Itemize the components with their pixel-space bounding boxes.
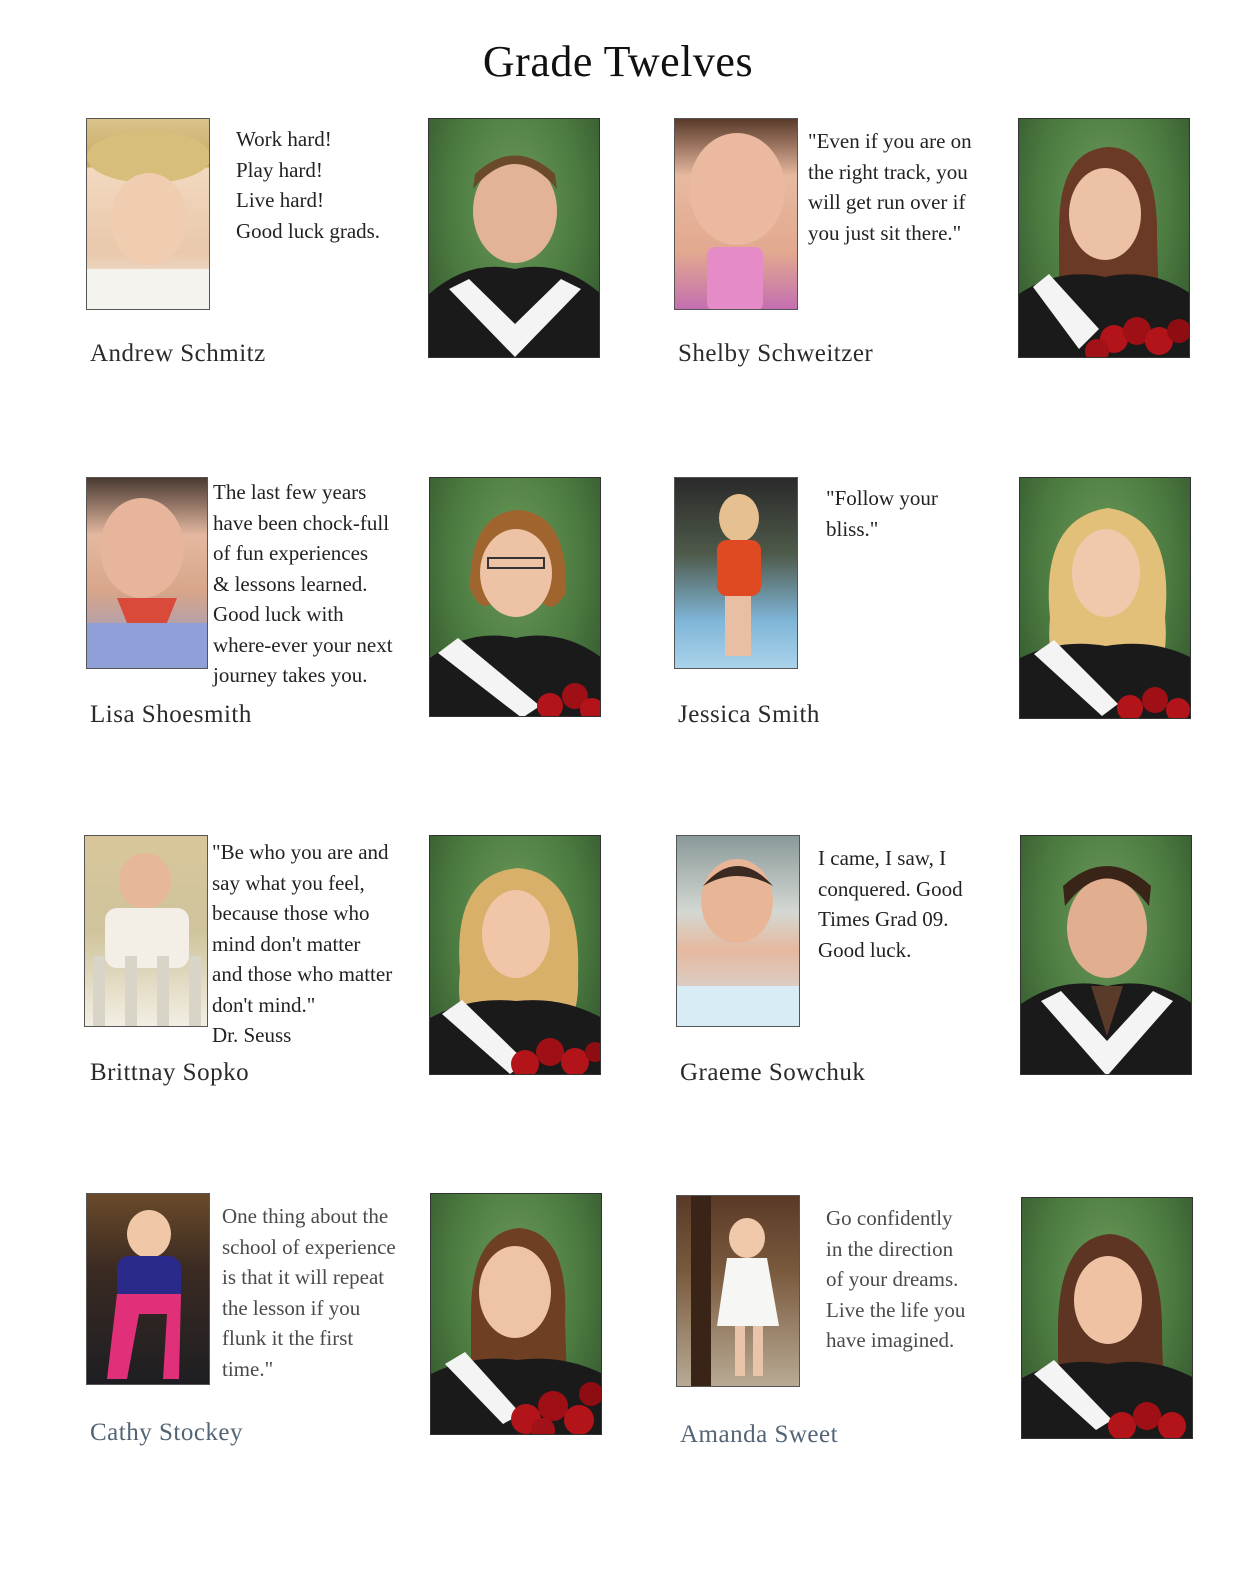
- grad-portrait: [1019, 477, 1191, 719]
- grad-quote: Go confidently in the direction of your dreams. Live the life you have imagined.: [826, 1206, 966, 1352]
- grad-entry: [86, 477, 646, 797]
- grad-name: Shelby Schweitzer: [678, 340, 874, 367]
- grad-name: Cathy Stockey: [90, 1419, 244, 1446]
- grad-entry: [674, 118, 1234, 438]
- grad-quote: "Follow your bliss.": [826, 486, 938, 541]
- baby-photo: [86, 118, 210, 310]
- grad-portrait: [1021, 1197, 1193, 1439]
- grad-portrait: [430, 1193, 602, 1435]
- grad-entry: [676, 835, 1236, 1155]
- grad-quote: "Even if you are on the right track, you will get run over if you just sit there.": [808, 129, 972, 245]
- grad-name: Jessica Smith: [678, 701, 820, 728]
- grad-name: Lisa Shoesmith: [90, 701, 252, 728]
- grad-name: Graeme Sowchuk: [680, 1059, 866, 1086]
- baby-photo: [84, 835, 208, 1027]
- grad-quote: I came, I saw, I conquered. Good Times Grad 09. Good luck.: [818, 846, 963, 962]
- baby-photo: [674, 118, 798, 310]
- grad-quote: Work hard! Play hard! Live hard! Good luck grads.: [236, 127, 381, 243]
- grad-portrait: [429, 477, 601, 717]
- baby-photo: [86, 1193, 210, 1385]
- grad-entry: [86, 118, 646, 438]
- grad-entry: [674, 477, 1234, 797]
- grad-quote: The last few years have been chock-full of fun experiences & lessons learned. Good luck with where-ever your next journey takes you.: [213, 480, 393, 687]
- baby-photo: [676, 835, 800, 1027]
- baby-photo: [674, 477, 798, 669]
- grad-portrait: [1018, 118, 1190, 358]
- grad-entry: [676, 1195, 1236, 1515]
- grad-name: Brittnay Sopko: [90, 1059, 250, 1086]
- grad-entry: [86, 1193, 646, 1513]
- grad-portrait: [429, 835, 601, 1075]
- grad-entry: [84, 835, 644, 1155]
- baby-photo: [86, 477, 208, 669]
- grad-quote: One thing about the school of experience is that it will repeat the lesson if you flunk it the first time.": [222, 1204, 396, 1381]
- grad-name: Amanda Sweet: [680, 1421, 839, 1448]
- baby-photo: [676, 1195, 800, 1387]
- grad-name: Andrew Schmitz: [90, 340, 266, 367]
- page-title: Grade Twelves: [482, 37, 754, 86]
- grad-portrait: [428, 118, 600, 358]
- grad-quote: "Be who you are and say what you feel, because those who mind don't matter and those who matter don't mind." Dr. Seuss: [212, 840, 393, 1047]
- grad-portrait: [1020, 835, 1192, 1075]
